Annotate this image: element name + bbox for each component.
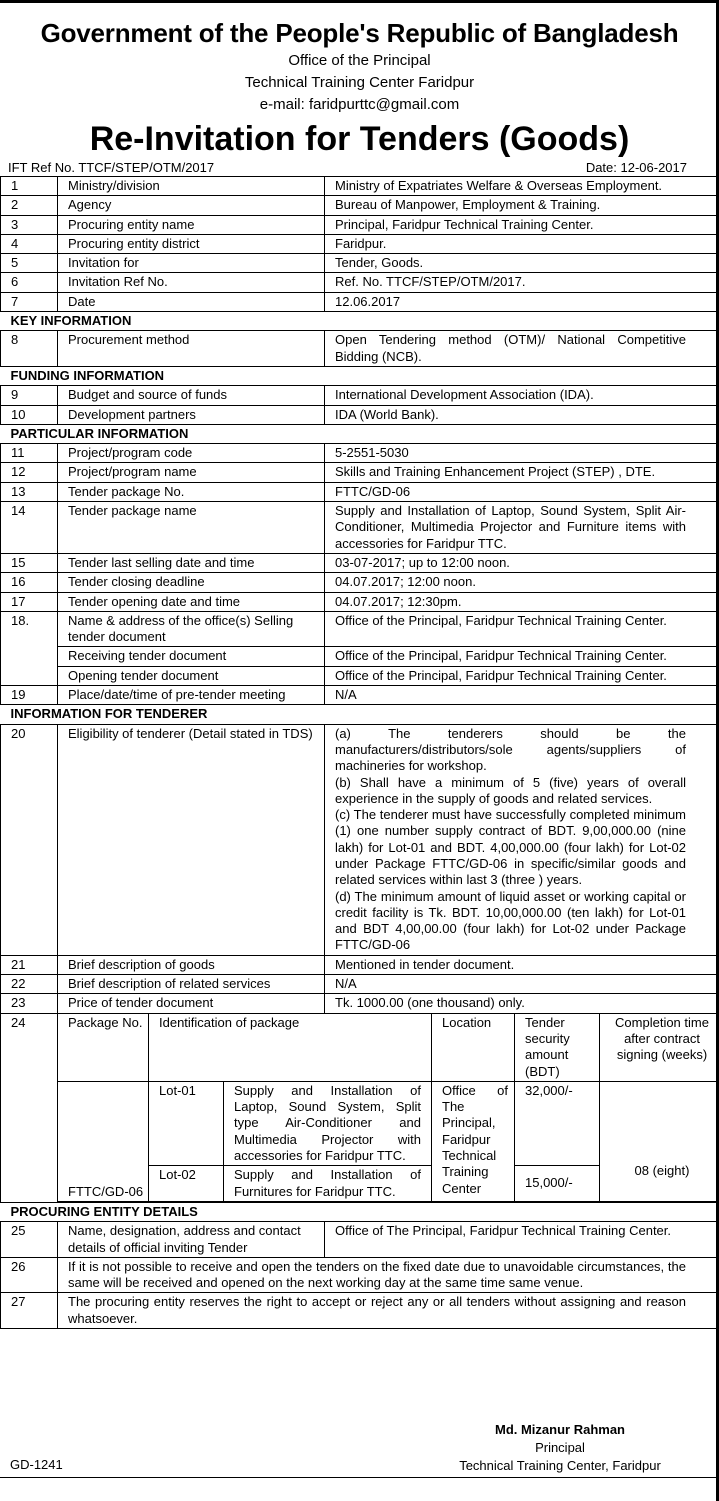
notice-title: Re-Invitation for Tenders (Goods)	[89, 120, 630, 158]
tender-table	[0, 176, 719, 1329]
eligibility-a: (a) The tenderers should be the manufacturers/distributors/sole agents/suppliers of machineries for workshop.	[335, 725, 686, 774]
footer-line	[0, 1477, 719, 1478]
table-row: 14 Tender package name Supply and Installation of Laptop, Sound System, Split Air-Conditioner, Multimedia Projector and Furniture items with accessories for Faridpur TTC.	[1, 502, 719, 554]
center-line: Technical Training Center Faridpur	[244, 74, 475, 91]
table-row: 16 Tender closing deadline 04.07.2017; 12:00 noon.	[1, 573, 719, 592]
table-row: Opening tender document Office of the Principal, Faridpur Technical Training Center.	[1, 666, 719, 685]
table-row: 5 Invitation for Tender, Goods.	[1, 254, 719, 273]
email-line: e-mail: faridpurttc@gmail.com	[259, 96, 460, 113]
table-row: 26 If it is not possible to receive and open the tenders on the fixed date due to unavoidable circumstances, the same will be received and opened on the next working day at the same time same venue.	[1, 1257, 719, 1293]
signatory-office: Technical Training Center, Faridpur	[459, 1458, 661, 1473]
package-table	[58, 1014, 718, 1202]
notice-header	[0, 16, 719, 160]
table-row: 22 Brief description of related services N/A	[1, 975, 719, 994]
signatory-name: Md. Mizanur Rahman	[494, 1422, 625, 1437]
ift-ref: IFT Ref No. TTCF/STEP/OTM/2017	[8, 160, 215, 175]
section-heading: PROCURING ENTITY DETAILS	[1, 1202, 719, 1221]
package-lot2-row: Lot-02 Supply and Installation of Furnitures for Faridpur TTC. 15,000/-	[58, 1166, 718, 1202]
table-row: 4 Procuring entity district Faridpur.	[1, 234, 719, 253]
office-line: Office of the Principal	[288, 52, 431, 69]
table-row: 24 Package No. Identification of package Location Tender security amount (BDT) Completion time after contract signing (weeks) FTTC/GD-06 Lot-01 Supply and Installation of Laptop, Sound System, Split type Air-Conditioner and Multimedia Projector with accessories for Faridpur TTC. Office of The Principal, Faridpur Technical Training Center 32,000/- 08 (eight) Lot-02 Supply and Installation of Furnitures for Faridpur TTC. 15,000/-	[1, 1013, 719, 1202]
table-row: 18. Name & address of the office(s) Selling tender document Office of the Principal, Faridpur Technical Training Center.	[1, 611, 719, 647]
table-row: 1 Ministry/division Ministry of Expatriates Welfare & Overseas Employment.	[1, 177, 719, 196]
package-cell	[58, 1013, 719, 1202]
government-heading: Government of the People's Republic of Bangladesh	[40, 18, 679, 48]
ref-date-line	[0, 160, 719, 176]
table-row: 2 Agency Bureau of Manpower, Employment & Training.	[1, 196, 719, 215]
package-lot1-row: FTTC/GD-06 Lot-01 Supply and Installation of Laptop, Sound System, Split type Air-Conditioner and Multimedia Projector with accessories for Faridpur TTC. Office of The Principal, Faridpur Technical Training Center 32,000/- 08 (eight)	[58, 1081, 718, 1165]
table-row: 19 Place/date/time of pre-tender meeting N/A	[1, 686, 719, 705]
table-row: 17 Tender opening date and time 04.07.2017; 12:30pm.	[1, 592, 719, 611]
table-row: 21 Brief description of goods Mentioned in tender document.	[1, 955, 719, 974]
table-row: 3 Procuring entity name Principal, Faridpur Technical Training Center.	[1, 215, 719, 234]
eligibility-c: (c) The tenderer must have successfully completed minimum (1) one number supply contract of BDT. 9,00,000.00 (nine lakh) for Lot-01 and BDT. 4,00,000.00 (four lakh) for Lot-02 under Package FTTC/GD-06 in specific/similar goods and related services within last 3 (three ) years.	[335, 807, 686, 888]
eligibility-cell	[325, 724, 719, 955]
signature-block	[440, 1421, 680, 1475]
table-row: 27 The procuring entity reserves the right to accept or reject any or all tenders without assigning and reason whatsoever.	[1, 1293, 719, 1329]
top-border	[0, 0, 719, 3]
eligibility-d: (d) The minimum amount of liquid asset or working capital or credit facility is Tk. BDT. 10,00,000.00 (ten lakh) for Lot-01 and BDT 4,00,00.00 (four lakh) for Lot-02 under Package FTTC/GD-06	[335, 888, 686, 953]
footer-code: GD-1241	[10, 1457, 63, 1472]
package-header-row: Package No. Identification of package Location Tender security amount (BDT) Completion time after contract signing (weeks)	[58, 1014, 718, 1082]
table-row: 11 Project/program code 5-2551-5030	[1, 444, 719, 463]
table-row: 13 Tender package No. FTTC/GD-06	[1, 482, 719, 501]
table-row: 23 Price of tender document Tk. 1000.00 (one thousand) only.	[1, 994, 719, 1013]
signatory-designation: Principal	[535, 1440, 585, 1455]
table-row: 8 Procurement method Open Tendering method (OTM)/ National Competitive Bidding (NCB).	[1, 331, 719, 367]
section-heading: KEY INFORMATION	[1, 312, 719, 331]
table-row: 6 Invitation Ref No. Ref. No. TTCF/STEP/OTM/2017.	[1, 273, 719, 292]
table-row: 7 Date 12.06.2017	[1, 292, 719, 311]
eligibility-b: (b) Shall have a minimum of 5 (five) years of overall experience in the supply of goods and related services.	[335, 774, 686, 806]
table-row: 25 Name, designation, address and contact details of official inviting Tender Office of The Principal, Faridpur Technical Training Center.	[1, 1222, 719, 1258]
section-heading: INFORMATION FOR TENDERER	[1, 705, 719, 724]
section-heading: FUNDING INFORMATION	[1, 366, 719, 385]
table-row: 9 Budget and source of funds International Development Association (IDA).	[1, 386, 719, 405]
table-row: 12 Project/program name Skills and Training Enhancement Project (STEP) , DTE.	[1, 463, 719, 482]
table-row: 10 Development partners IDA (World Bank).	[1, 405, 719, 424]
section-heading: PARTICULAR INFORMATION	[1, 424, 719, 443]
table-row: Receiving tender document Office of the Principal, Faridpur Technical Training Center.	[1, 647, 719, 666]
table-row: 20 Eligibility of tenderer (Detail stated in TDS) (a) The tenderers should be the manufacturers/distributors/sole agents/suppliers of machineries for workshop. (b) Shall have a minimum of 5 (five) years of overall experience in the supply of goods and related services. (c) The tenderer must have successfully completed minimum (1) one number supply contract of BDT. 9,00,000.00 (nine lakh) for Lot-01 and BDT. 4,00,000.00 (four lakh) for Lot-02 under Package FTTC/GD-06 in specific/similar goods and related services within last 3 (three ) years. (d) The minimum amount of liquid asset or working capital or credit facility is Tk. BDT. 10,00,000.00 (ten lakh) for Lot-01 and BDT 4,00,00.00 (four lakh) for Lot-02 under Package FTTC/GD-06	[1, 724, 719, 955]
notice-date: Date: 12-06-2017	[585, 160, 687, 175]
table-row: 15 Tender last selling date and time 03-07-2017; up to 12:00 noon.	[1, 553, 719, 572]
